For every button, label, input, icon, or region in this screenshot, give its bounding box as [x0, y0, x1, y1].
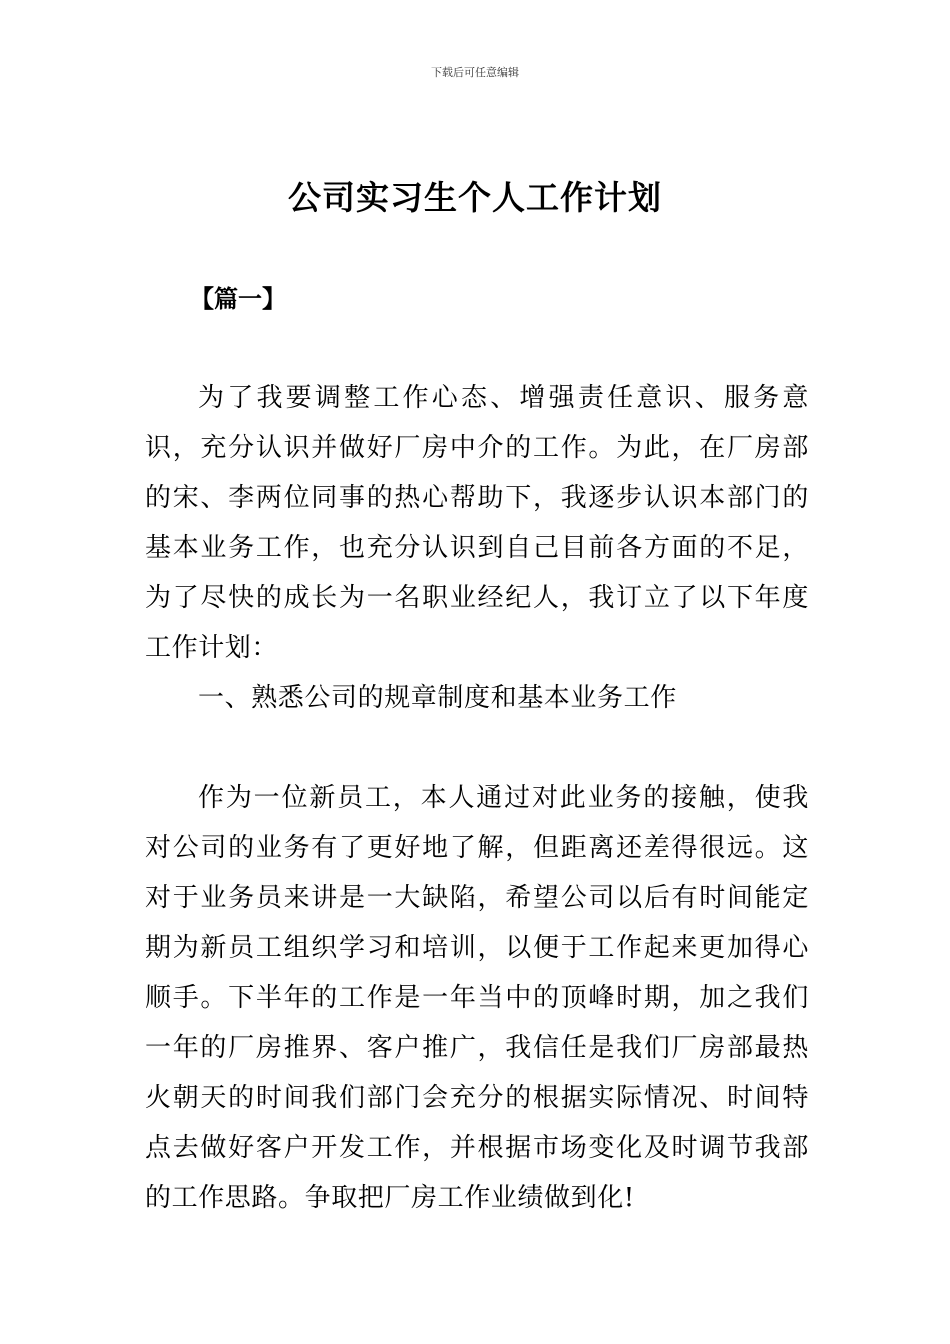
section-label: 【篇一】 — [190, 285, 286, 313]
header-note: 下载后可任意编辑 — [431, 66, 519, 79]
paragraph-heading-one: 一、熟悉公司的规章制度和基本业务工作 — [198, 683, 677, 713]
paragraph-intro: 为了我要调整工作心态、增强责任意识、服务意识，充分认识并做好厂房中介的工作。为此，在厂房部的宋、李两位同事的热心帮助下，我逐步认识本部门的基本业务工作，也充分认识到自己目前各方面的不足，为了尽快的成长为一名职业经纪人，我订立了以下年度工作计划： — [145, 383, 809, 663]
paragraph-body: 作为一位新员工，本人通过对此业务的接触，使我对公司的业务有了更好地了解，但距离还差得很远。这对于业务员来讲是一大缺陷，希望公司以后有时间能定期为新员工组织学习和培训，以便于工作起来更加得心顺手。下半年的工作是一年当中的顶峰时期，加之我们一年的厂房推界、客户推广，我信任是我们厂房部最热火朝天的时间我们部门会充分的根据实际情况、时间特点去做好客户开发工作，并根据市场变化及时调节我部的工作思路。争取把厂房工作业绩做到化! — [145, 783, 809, 1213]
document-title: 公司实习生个人工作计划 — [288, 178, 662, 217]
